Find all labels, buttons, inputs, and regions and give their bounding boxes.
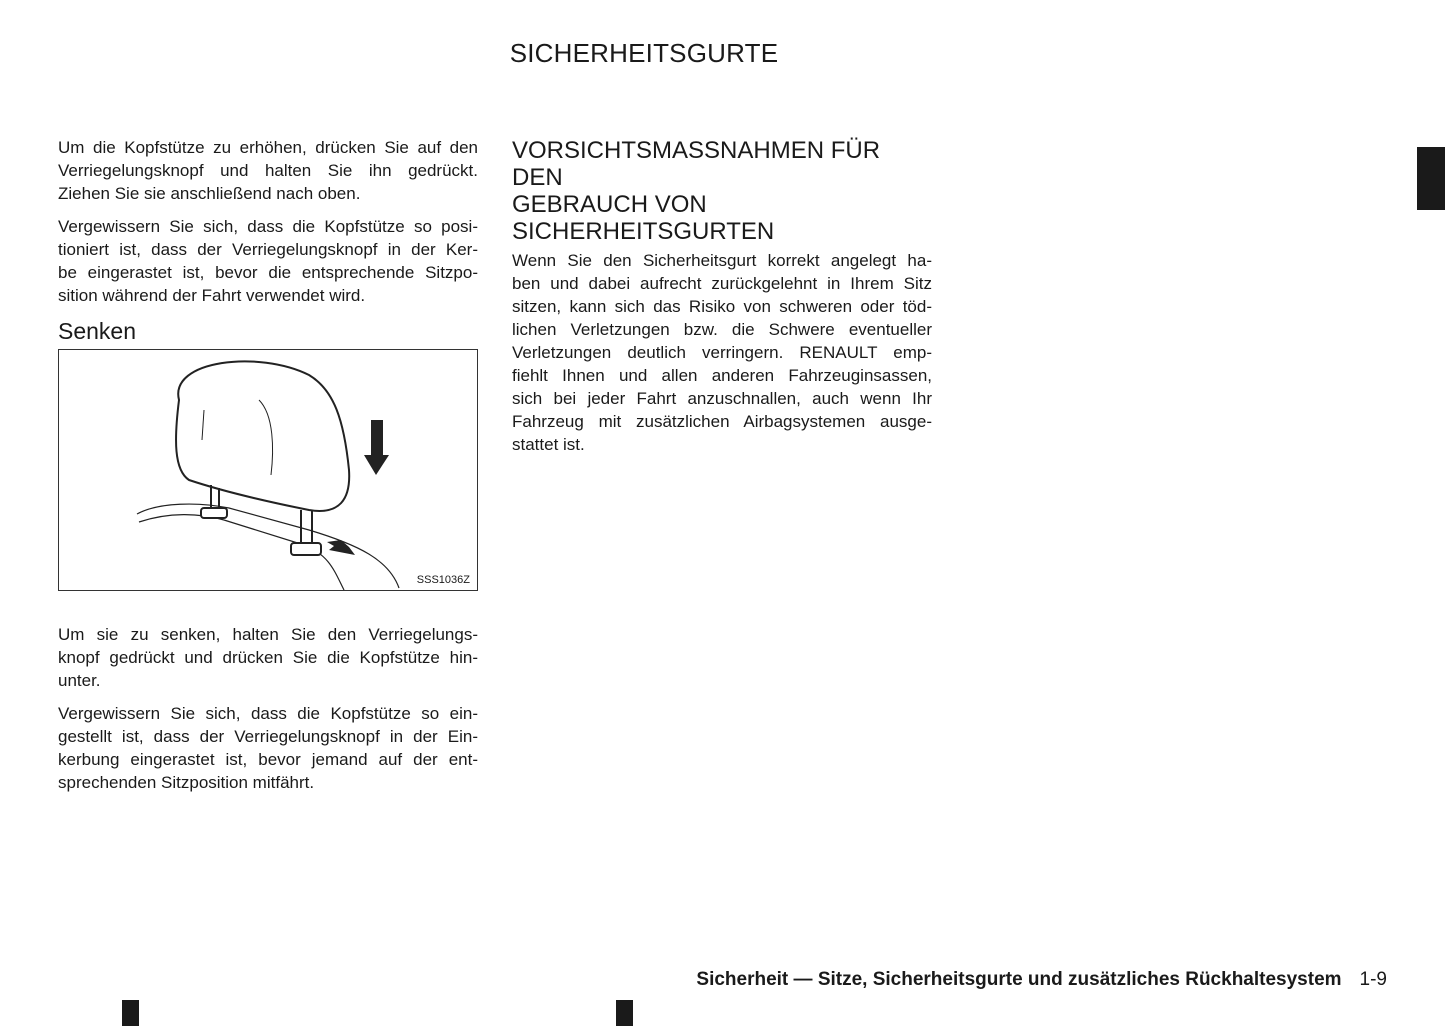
footer-section: Sicherheit — Sitze, Sicherheitsgurte und zusätzliches Rückhaltesystem — [696, 969, 1342, 990]
text-line: tioniert ist, dass der Verriegelungsknopf in der Ker- — [58, 240, 478, 259]
text-line: knopf gedrückt und drücken Sie die Kopfstütze hin- — [58, 648, 478, 667]
text-line: gestellt ist, dass der Verriegelungsknopf in der Ein- — [58, 727, 478, 746]
heading-line: SICHERHEITSGURTEN — [512, 218, 775, 245]
text-line: Verletzungen deutlich verringern. RENAULT emp- — [512, 343, 932, 362]
section-heading-senken: Senken — [58, 318, 137, 344]
figure-code: SSS1036Z — [416, 574, 470, 586]
heading-line: GEBRAUCH VON — [512, 191, 707, 218]
text-line: Um die Kopfstütze zu erhöhen, drücken Sie auf den — [58, 138, 478, 157]
text-line: Ziehen Sie sie anschließend nach oben. — [58, 184, 361, 203]
heading-line: VORSICHTSMASSNAHMEN FÜR DEN — [512, 137, 881, 191]
text-line: sich bei jeder Fahrt anzuschnallen, auch wenn Ihr — [512, 389, 932, 408]
left-column-lower — [58, 623, 478, 804]
page-title: SICHERHEITSGURTE — [509, 38, 779, 68]
push-arrow-icon — [327, 540, 355, 555]
text-line: Verriegelungsknopf und halten Sie ihn gedrückt. — [58, 161, 478, 180]
page-footer — [696, 969, 1387, 991]
crop-mark-right — [616, 1000, 633, 1026]
text-line: be eingerastet ist, bevor die entsprechende Sitzpo- — [58, 263, 478, 282]
text-line: Vergewissern Sie sich, dass die Kopfstütze so posi- — [58, 217, 478, 236]
crop-mark-left — [122, 1000, 139, 1026]
down-arrow-icon — [364, 420, 389, 475]
left-column — [58, 136, 478, 317]
text-line: sprechenden Sitzposition mitfährt. — [58, 773, 315, 792]
page-number: 1-9 — [1359, 969, 1387, 990]
section-heading-precautions — [512, 137, 932, 245]
right-column — [512, 137, 932, 466]
headrest-illustration — [59, 350, 477, 590]
paragraph-raise — [58, 136, 478, 205]
text-line: sitzen, kann sich das Risiko von schweren oder töd- — [512, 297, 932, 316]
text-line: Wenn Sie den Sicherheitsgurt korrekt angelegt ha- — [512, 251, 932, 270]
text-line: ben und dabei aufrecht zurückgelehnt in Ihrem Sitz — [512, 274, 932, 293]
text-line: Um sie zu senken, halten Sie den Verriegelungs- — [58, 625, 478, 644]
text-line: sition während der Fahrt verwendet wird. — [58, 286, 366, 305]
text-line: Fahrzeug mit zusätzlichen Airbagsystemen ausge- — [512, 412, 932, 431]
text-line: stattet ist. — [512, 435, 585, 454]
headrest-figure — [58, 349, 478, 591]
text-line: kerbung eingerastet ist, bevor jemand auf der ent- — [58, 750, 478, 769]
paragraph-lower — [58, 623, 478, 692]
text-line: Vergewissern Sie sich, dass die Kopfstütze so ein- — [58, 704, 478, 723]
paragraph-lower-check — [58, 702, 478, 794]
paragraph-raise-check — [58, 215, 478, 307]
text-line: lichen Verletzungen bzw. die Schwere eventueller — [512, 320, 932, 339]
text-line: fiehlt Ihnen und allen anderen Fahrzeuginsassen, — [512, 366, 932, 385]
chapter-tab-marker — [1417, 147, 1445, 210]
paragraph-seatbelt — [512, 249, 932, 456]
text-line: unter. — [58, 671, 101, 690]
